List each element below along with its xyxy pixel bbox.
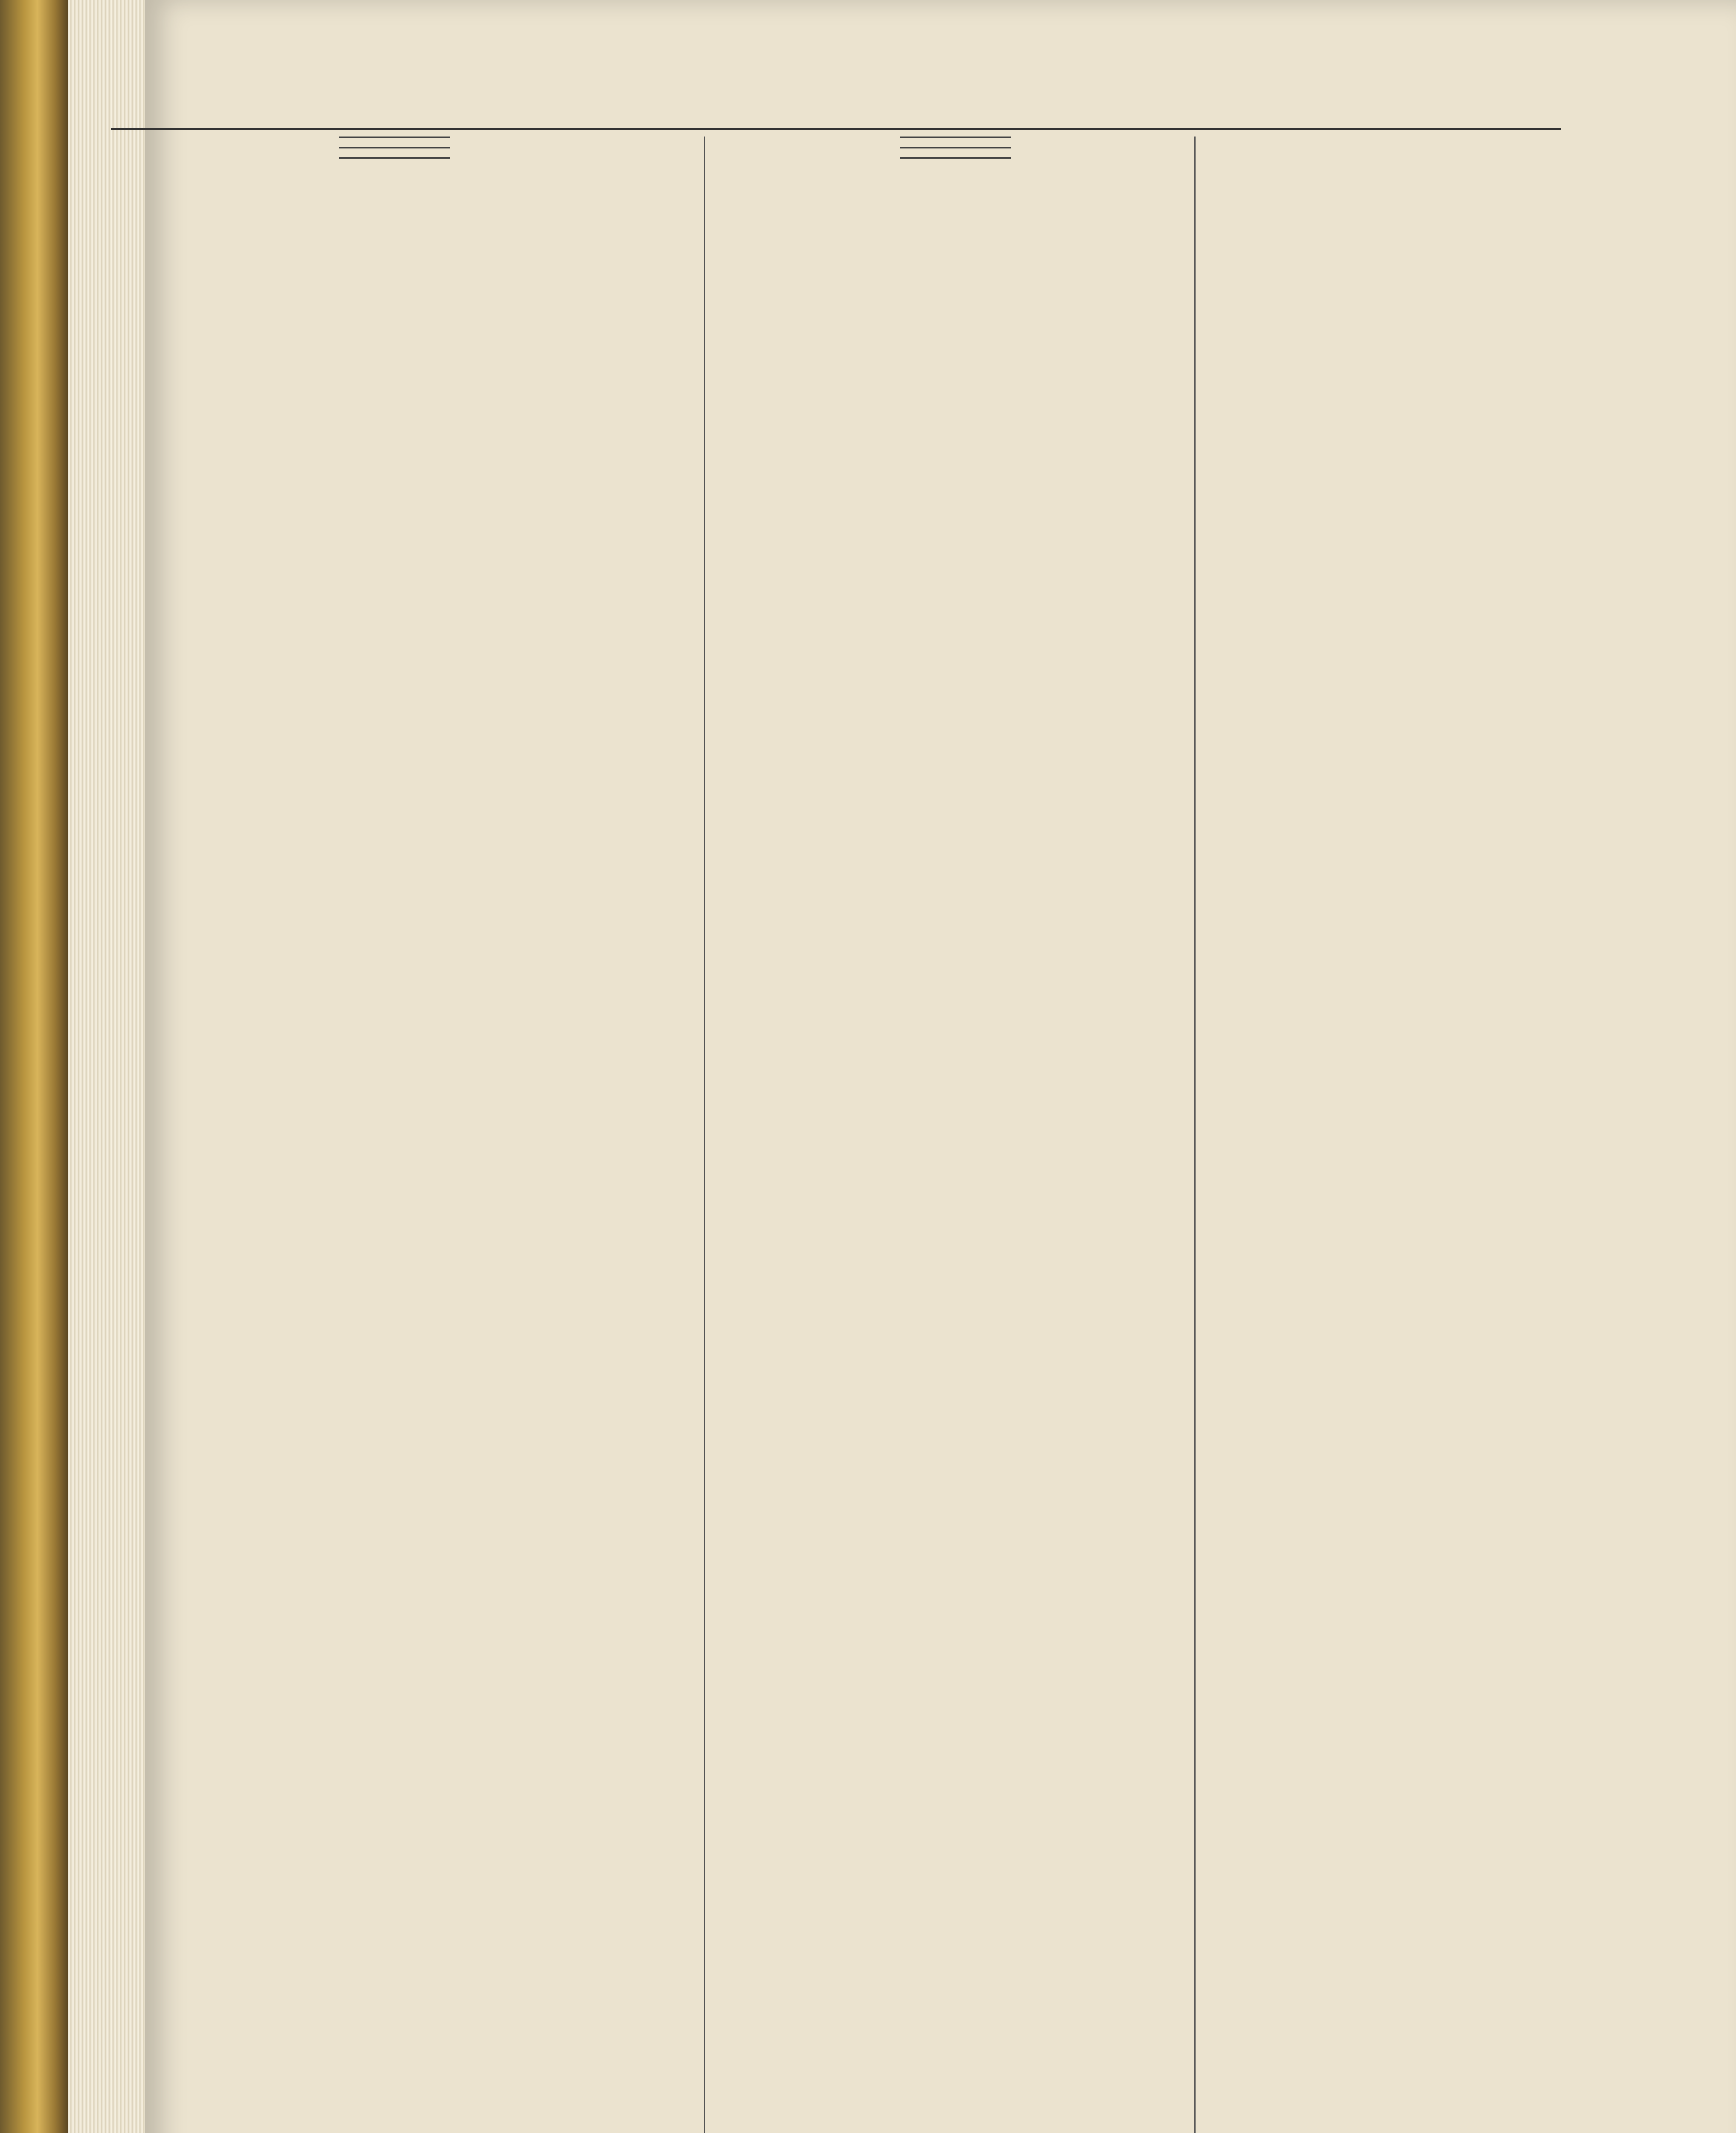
divider [339,147,450,148]
column-1 [119,128,670,2133]
divider [900,157,1011,159]
column-3 [1207,128,1634,2133]
book-binding [0,0,68,2133]
divider [339,157,450,159]
column-2 [725,128,1186,2133]
page-header [111,98,1561,132]
column-divider [1194,137,1196,2133]
divider [339,137,450,138]
divider [900,147,1011,148]
column-divider [704,137,705,2133]
divider [900,137,1011,138]
